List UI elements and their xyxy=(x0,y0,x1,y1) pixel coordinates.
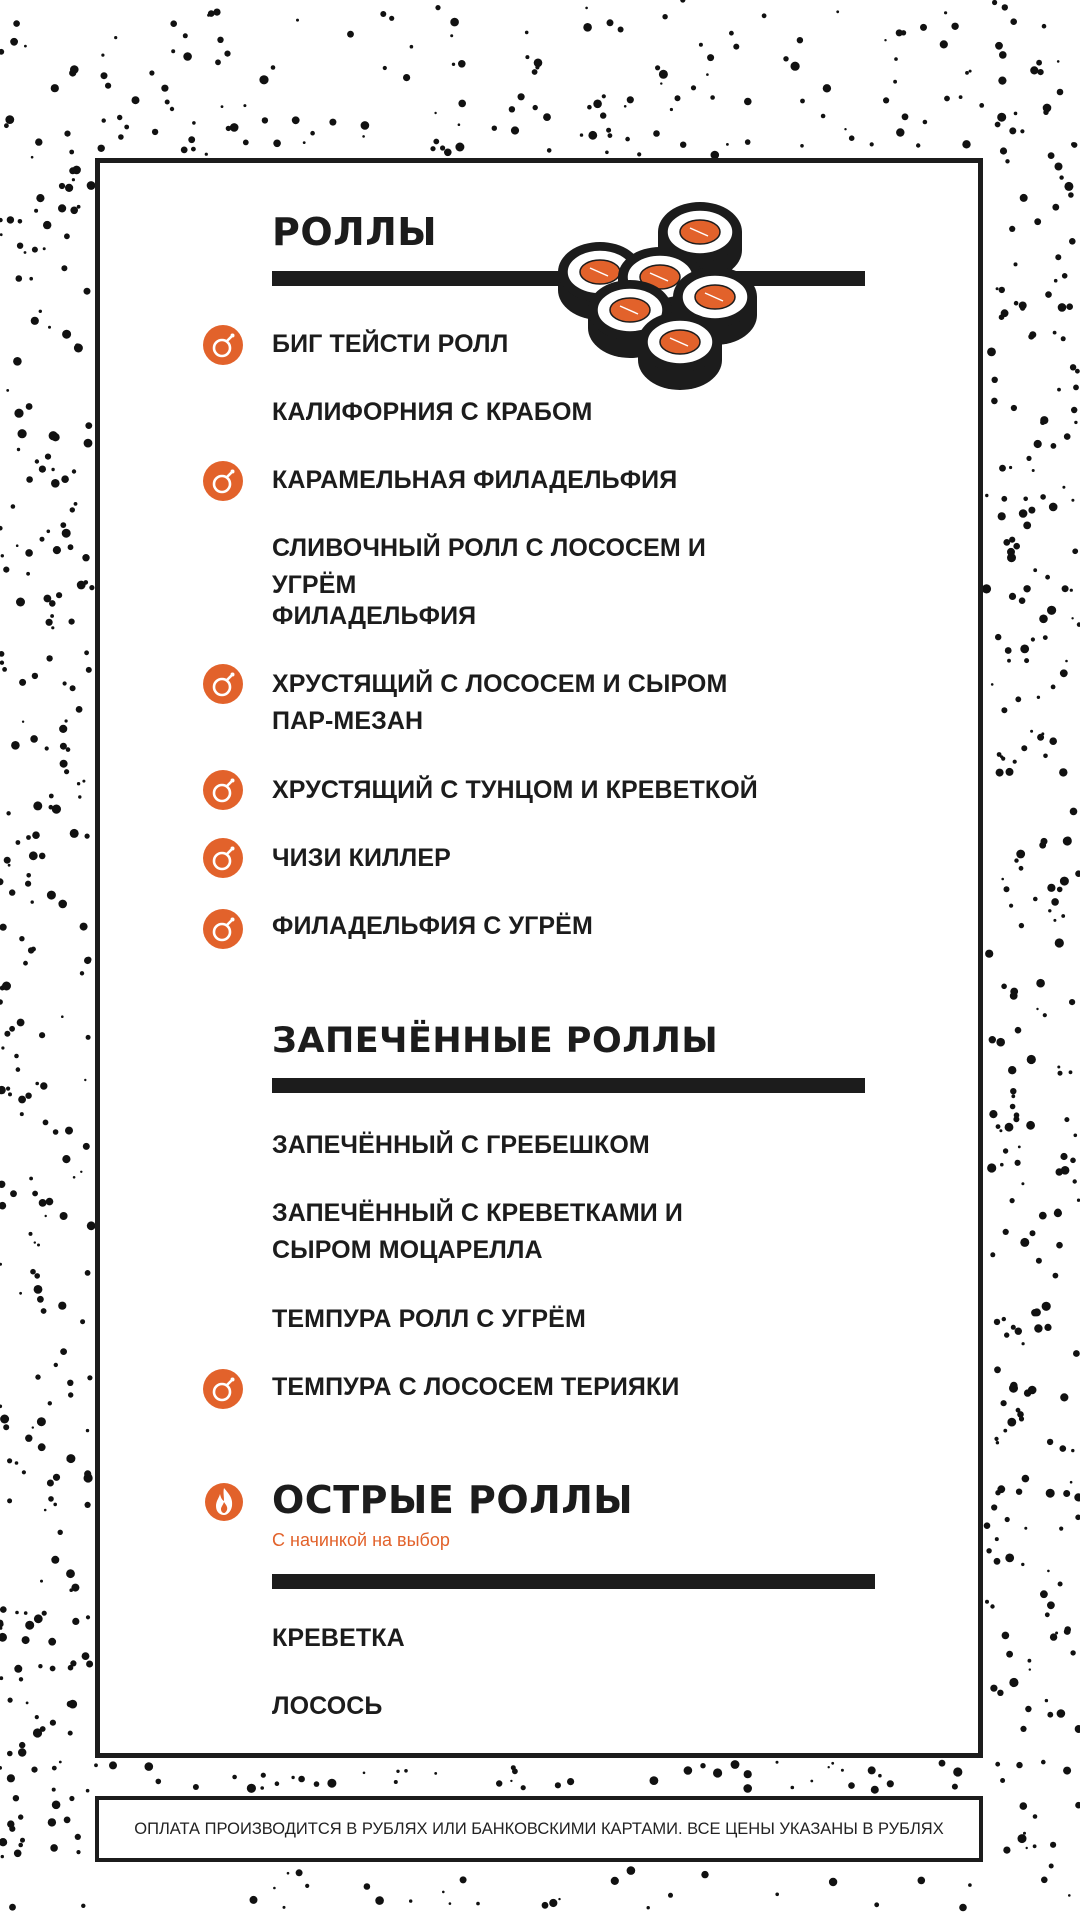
chili-badge-icon xyxy=(203,325,243,365)
chili-badge-icon xyxy=(203,461,243,501)
item-name: ХРУСТЯЩИЙ С ТУНЦОМ И КРЕВЕТКОЙ xyxy=(272,776,758,804)
payment-note xyxy=(95,1796,983,1862)
section-title-rolls: РОЛЛЫ xyxy=(272,210,438,254)
item-name: КАРАМЕЛЬНАЯ ФИЛАДЕЛЬФИЯ xyxy=(272,466,678,494)
item-name: СЛИВОЧНЫЙ РОЛЛ С ЛОСОСЕМ И УГРЁМ xyxy=(272,534,706,599)
chili-badge-icon xyxy=(203,770,243,810)
chili-badge-icon xyxy=(203,909,243,949)
payment-note-text: ОПЛАТА ПРОИЗВОДИТСЯ В РУБЛЯХ ИЛИ БАНКОВСКИМИ КАРТАМИ. ВСЕ ЦЕНЫ УКАЗАНЫ В РУБЛЯХ xyxy=(134,1819,944,1838)
item-name: ФИЛАДЕЛЬФИЯ С УГРЁМ xyxy=(272,912,593,940)
item-name: ЛОСОСЬ xyxy=(272,1692,383,1720)
item-name: ТЕМПУРА С ЛОСОСЕМ ТЕРИЯКИ xyxy=(272,1373,680,1401)
item-name: ХРУСТЯЩИЙ С ЛОСОСЕМ И СЫРОМ ПАР-МЕЗАН xyxy=(272,670,728,735)
item-name: ЗАПЕЧЁННЫЙ С КРЕВЕТКАМИ И СЫРОМ МОЦАРЕЛЛА xyxy=(272,1199,683,1264)
chili-badge-icon xyxy=(203,664,243,704)
item-name: ЗАПЕЧЁННЫЙ С ГРЕБЕШКОМ xyxy=(272,1131,650,1159)
item-name: ЧИЗИ КИЛЛЕР xyxy=(272,844,451,872)
section-title-spicy: ОСТРЫЕ РОЛЛЫ xyxy=(272,1478,634,1522)
sushi-rolls-illustration xyxy=(555,192,770,397)
item-name: КРЕВЕТКА xyxy=(272,1624,405,1652)
item-name: КАЛИФОРНИЯ С КРАБОМ xyxy=(272,398,593,426)
item-name: ТЕМПУРА РОЛЛ С УГРЁМ xyxy=(272,1305,586,1333)
section-rule-baked xyxy=(272,1078,865,1093)
flame-icon xyxy=(205,1480,243,1524)
item-name: ФИЛАДЕЛЬФИЯ xyxy=(272,602,477,630)
chili-badge-icon xyxy=(203,838,243,878)
chili-badge-icon xyxy=(203,1369,243,1409)
item-name: БИГ ТЕЙСТИ РОЛЛ xyxy=(272,330,509,358)
section-rule-spicy xyxy=(272,1574,875,1589)
section-subtitle-spicy: С начинкой на выбор xyxy=(272,1530,450,1550)
section-title-baked: ЗАПЕЧЁННЫЕ РОЛЛЫ xyxy=(272,1021,719,1061)
